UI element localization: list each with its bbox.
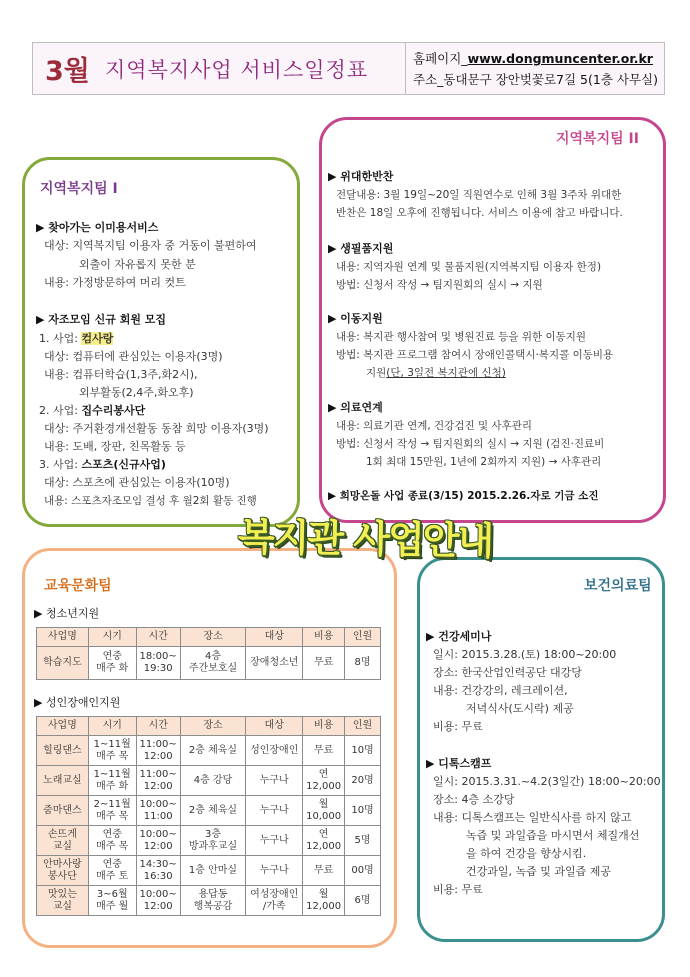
adult-table-cell: 11:00~ 12:00 bbox=[136, 766, 180, 796]
team2-s4-line3: 1회 최대 15만원, 1년에 2회까지 지원) → 사후관리 bbox=[366, 456, 602, 468]
homepage-link[interactable]: www.dongmuncenter.or.kr bbox=[467, 51, 653, 66]
team2-title: 지역복지팀 II bbox=[556, 131, 639, 147]
youth-table-header-cell: 장소 bbox=[180, 628, 246, 647]
month-label: 3월 bbox=[45, 56, 90, 87]
team1-item2-content: 내용: 도배, 장판, 친목활동 등 bbox=[44, 440, 186, 453]
team2-s4-heading: ▶ 의료연계 bbox=[328, 401, 383, 414]
team4-s1-line4: 저녁식사(도시락) 제공 bbox=[466, 702, 574, 715]
youth-table-header-cell: 시간 bbox=[136, 628, 180, 647]
team1-title: 지역복지팀 I bbox=[40, 181, 118, 197]
adult-table-cell: 여성장애인 /가족 bbox=[246, 886, 303, 916]
youth-table-row bbox=[37, 647, 381, 680]
team1-item1-prefix: 1. 사업: bbox=[39, 332, 82, 345]
adult-table-cell: 5명 bbox=[345, 826, 381, 856]
adult-table-cell: 안마사랑 봉사단 bbox=[37, 856, 89, 886]
adult-table-cell: 00명 bbox=[345, 856, 381, 886]
adult-table-cell: 1~11월 매주 목 bbox=[88, 736, 136, 766]
team1-section1-line3: 내용: 가정방문하여 머리 컷트 bbox=[44, 276, 186, 289]
youth-table-cell: 학습지도 bbox=[37, 647, 89, 680]
adult-table-cell: 4층 강당 bbox=[180, 766, 246, 796]
adult-table-cell: 손뜨게 교실 bbox=[37, 826, 89, 856]
header-divider bbox=[405, 43, 406, 94]
address-line: 주소_동대문구 장안벚꽃로7길 5(1층 사무실) bbox=[413, 72, 658, 87]
youth-table-cell: 무료 bbox=[303, 647, 345, 680]
team4-s1-line2: 장소: 한국산업인력공단 대강당 bbox=[433, 666, 582, 679]
team4-s2-line4: 녹즙 및 과일즙을 마시면서 체질개선 bbox=[466, 829, 640, 842]
youth-support-heading: ▶ 청소년지원 bbox=[34, 607, 100, 620]
adult-table-header-cell: 대상 bbox=[246, 717, 303, 736]
team1-item2-name: 집수리봉사단 bbox=[81, 404, 146, 417]
adult-table-cell: 연12,000 bbox=[303, 766, 345, 796]
team2-s4-line1: 내용: 의료기관 연계, 건강검진 및 사후관리 bbox=[336, 420, 532, 432]
adult-table-cell: 10명 bbox=[345, 736, 381, 766]
team2-s2-line1: 내용: 지역자원 연계 및 물품지원(지역복지팀 이용자 한정) bbox=[336, 261, 602, 273]
team4-s2-line6: 건강과일, 녹즙 및 과일즙 제공 bbox=[466, 865, 611, 878]
adult-table-header-cell: 사업명 bbox=[37, 717, 89, 736]
team1-section1-line2: 외출이 자유롭지 못한 분 bbox=[79, 258, 196, 271]
team4-s1-line1: 일시: 2015.3.28.(토) 18:00~20:00 bbox=[433, 648, 617, 661]
adult-table-cell: 2~11월 매주 목 bbox=[88, 796, 136, 826]
team1-item1-content1: 내용: 컴퓨터학습(1,3주,화2시), bbox=[44, 368, 198, 381]
team2-s3-line1: 내용: 복지관 행사참여 및 병원진료 등을 위한 이동지원 bbox=[336, 331, 587, 343]
adult-table-cell: 10명 bbox=[345, 796, 381, 826]
adult-support-heading: ▶ 성인장애인지원 bbox=[34, 696, 121, 709]
adult-table-header-cell: 비용 bbox=[303, 717, 345, 736]
team3-title: 교육문화팀 bbox=[44, 578, 112, 594]
team1-section1-line1: 대상: 지역복지팀 이용자 중 거동이 불편하여 bbox=[44, 239, 257, 252]
team1-item3-name: 스포츠(신규사업) bbox=[81, 458, 166, 471]
team2-s1-line2: 반찬은 18일 오후에 진행됩니다. 서비스 이용에 참고 바랍니다. bbox=[336, 207, 623, 219]
adult-table-cell: 노래교실 bbox=[37, 766, 89, 796]
team1-item1-name: 컴사랑 bbox=[81, 332, 114, 345]
adult-table-cell: 14:30~ 16:30 bbox=[136, 856, 180, 886]
team2-s3-line2: 방법: 복지관 프로그램 참여시 장애인콜택시·복지콜 이동비용 bbox=[336, 349, 614, 361]
adult-table-cell: 10:00~ 12:00 bbox=[136, 826, 180, 856]
adult-table-cell: 연중 매주 목 bbox=[88, 826, 136, 856]
team2-s3-heading: ▶ 이동지원 bbox=[328, 312, 383, 325]
team1-item1-line bbox=[39, 330, 113, 348]
adult-table-cell: 용답동 행복공감 bbox=[180, 886, 246, 916]
homepage-label: 홈페이지_ bbox=[413, 51, 468, 66]
adult-table-header-cell: 시간 bbox=[136, 717, 180, 736]
adult-table-cell: 무료 bbox=[303, 736, 345, 766]
adult-table-cell: 월10,000 bbox=[303, 796, 345, 826]
team4-title: 보건의료팀 bbox=[584, 578, 652, 594]
team1-item1-target: 대상: 컴퓨터에 관심있는 이용자(3명) bbox=[44, 350, 223, 363]
youth-table-cell: 4층 주간보호실 bbox=[180, 647, 246, 680]
adult-table-cell: 연중 매주 토 bbox=[88, 856, 136, 886]
team2-s2-line2: 방법: 신청서 작성 → 팀지원회의 실시 → 지원 bbox=[336, 279, 543, 291]
adult-table-cell: 1층 안마실 bbox=[180, 856, 246, 886]
team1-item3-line bbox=[39, 456, 166, 474]
banner-title: 복지관 사업안내 bbox=[237, 514, 493, 564]
adult-table-cell: 누구나 bbox=[246, 796, 303, 826]
adult-table-header-cell: 장소 bbox=[180, 717, 246, 736]
adult-disabled-support-table bbox=[36, 716, 381, 916]
adult-table-cell: 누구나 bbox=[246, 856, 303, 886]
adult-table-cell: 힐링댄스 bbox=[37, 736, 89, 766]
team4-s2-heading: ▶ 디톡스캠프 bbox=[426, 757, 492, 770]
adult-table-header-cell: 시기 bbox=[88, 717, 136, 736]
team1-section1-heading: ▶ 찾아가는 이미용서비스 bbox=[36, 221, 159, 234]
adult-table-cell: 성인장애인 bbox=[246, 736, 303, 766]
adult-table-cell: 무료 bbox=[303, 856, 345, 886]
team2-s1-line1: 전달내용: 3월 19일~20일 직원연수로 인해 3월 3주차 위대한 bbox=[336, 189, 622, 201]
team4-s2-line2: 장소: 4층 소강당 bbox=[433, 793, 515, 806]
team1-item3-content: 내용: 스포츠자조모임 결성 후 월2회 활동 진행 bbox=[44, 495, 257, 507]
team2-s2-heading: ▶ 생필품지원 bbox=[328, 242, 394, 255]
homepage-line bbox=[413, 49, 653, 67]
adult-table-cell: 10:00~ 11:00 bbox=[136, 796, 180, 826]
adult-table-cell: 11:00~ 12:00 bbox=[136, 736, 180, 766]
adult-table-cell: 2층 체육실 bbox=[180, 796, 246, 826]
adult-table-row bbox=[37, 856, 381, 886]
team4-s1-heading: ▶ 건강세미나 bbox=[426, 630, 492, 643]
adult-table-cell: 1~11월 매주 화 bbox=[88, 766, 136, 796]
youth-table-header-cell: 대상 bbox=[246, 628, 303, 647]
team4-s2-line7: 비용: 무료 bbox=[433, 883, 483, 896]
youth-table-header-cell: 시기 bbox=[88, 628, 136, 647]
team2-s3-line3a: 지원 bbox=[366, 367, 387, 379]
team1-item2-target: 대상: 주거환경개선활동 동참 희망 이용자(3명) bbox=[44, 422, 269, 435]
team4-s2-line5: 을 하여 건강을 향상시킴. bbox=[466, 847, 587, 860]
adult-table-cell: 20명 bbox=[345, 766, 381, 796]
adult-table-cell: 누구나 bbox=[246, 826, 303, 856]
youth-table-header-cell: 인원 bbox=[345, 628, 381, 647]
adult-table-cell: 누구나 bbox=[246, 766, 303, 796]
team4-s1-line5: 비용: 무료 bbox=[433, 720, 483, 733]
team2-s5-heading: ▶ 희망온돌 사업 종료(3/15) 2015.2.26.자로 기금 소진 bbox=[328, 490, 599, 502]
adult-table-row bbox=[37, 736, 381, 766]
adult-table-cell: 월12,000 bbox=[303, 886, 345, 916]
team4-s2-line1: 일시: 2015.3.31.~4.2(3일간) 18:00~20:00 bbox=[433, 775, 661, 788]
adult-table-cell: 3층 방과후교실 bbox=[180, 826, 246, 856]
team2-s1-heading: ▶ 위대한반찬 bbox=[328, 170, 394, 183]
team2-s4-line2: 방법: 신청서 작성 → 팀지원회의 실시 → 지원 (검진·진료비 bbox=[336, 438, 605, 450]
team2-s3-line3 bbox=[366, 364, 506, 382]
adult-table-header-cell: 인원 bbox=[345, 717, 381, 736]
team1-item3-prefix: 3. 사업: bbox=[39, 458, 82, 471]
team2-s3-line3b: (단, 3일전 복지관에 신청) bbox=[386, 367, 506, 379]
team1-section2-heading: ▶ 자조모임 신규 회원 모집 bbox=[36, 313, 167, 326]
adult-table-cell: 10:00~ 12:00 bbox=[136, 886, 180, 916]
team4-s2-line3: 내용: 디톡스캠프는 일반식사를 하지 않고 bbox=[433, 811, 632, 824]
youth-table-header-cell: 비용 bbox=[303, 628, 345, 647]
team4-s1-line3: 내용: 건강강의, 레크레이션, bbox=[433, 684, 568, 697]
youth-table-cell: 연중 매주 화 bbox=[88, 647, 136, 680]
youth-table-cell: 장애청소년 bbox=[246, 647, 303, 680]
adult-table-cell: 연12,000 bbox=[303, 826, 345, 856]
adult-table-cell: 2층 체육실 bbox=[180, 736, 246, 766]
adult-table-cell: 6명 bbox=[345, 886, 381, 916]
adult-table-cell: 3~6월 매주 월 bbox=[88, 886, 136, 916]
team1-item2-line bbox=[39, 402, 145, 420]
adult-table-row bbox=[37, 766, 381, 796]
youth-table-header-cell: 사업명 bbox=[37, 628, 89, 647]
youth-table-cell: 8명 bbox=[345, 647, 381, 680]
team1-item2-prefix: 2. 사업: bbox=[39, 404, 82, 417]
team1-item3-target: 대상: 스포츠에 관심있는 이용자(10명) bbox=[44, 476, 230, 489]
header-box bbox=[32, 42, 665, 95]
adult-table-row bbox=[37, 796, 381, 826]
adult-table-cell: 줌마댄스 bbox=[37, 796, 89, 826]
team1-item1-content2: 외부활동(2,4주,화오후) bbox=[79, 386, 194, 399]
page-title: 지역복지사업 서비스일정표 bbox=[105, 58, 369, 82]
youth-support-table bbox=[36, 627, 381, 680]
youth-table-cell: 18:00~ 19:30 bbox=[136, 647, 180, 680]
adult-table-cell: 맛있는 교실 bbox=[37, 886, 89, 916]
adult-table-row bbox=[37, 886, 381, 916]
adult-table-row bbox=[37, 826, 381, 856]
